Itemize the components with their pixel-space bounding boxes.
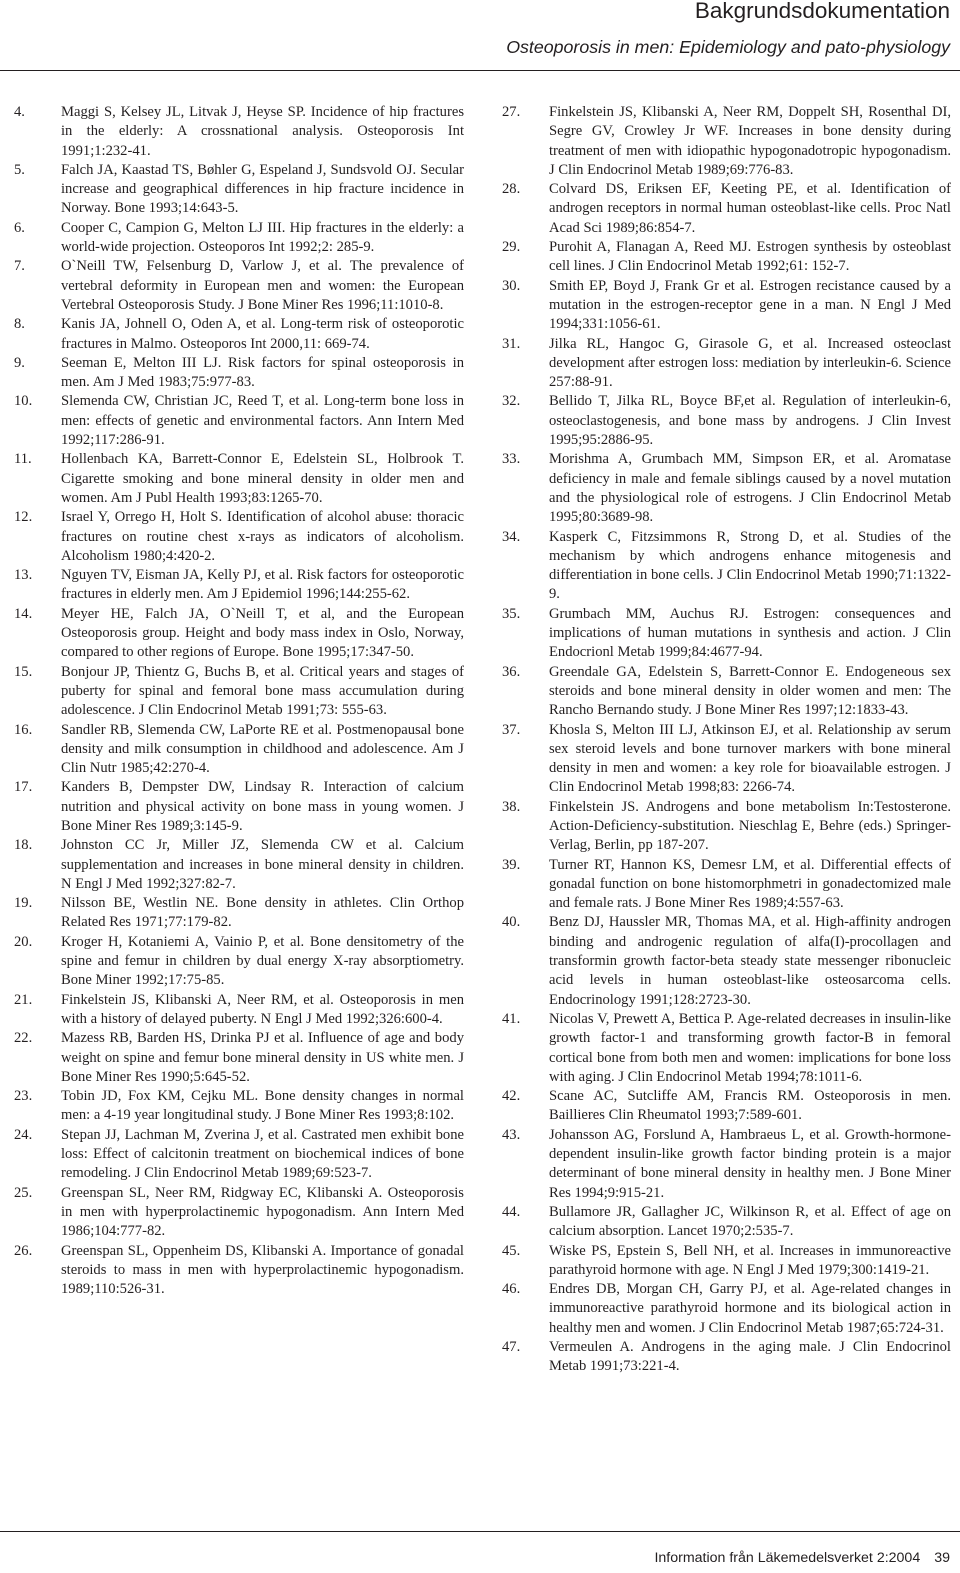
page-number: 39 [934,1550,950,1566]
reference-item [14,508,464,566]
reference-number: 25. [14,1184,33,1201]
reference-text: Nilsson BE, Westlin NE. Bone density in athletes. Clin Orthop Related Res 1971;77:179-82. [61,895,464,931]
reference-number: 30. [502,277,521,294]
reference-text: Greenspan SL, Oppenheim DS, Klibanski A. Importance of gonadal steroids to mass in men with hyperprolactinemic hypogonadism. 1989;110:526-31. [61,1242,464,1298]
reference-text: Stepan JJ, Lachman M, Zverina J, et al. Castrated men exhibit bone loss: Effect of calcitonin treatment on biochemical indices of bone remodeling. J Clin Endocrinol Metab 1989;69:523-7. [61,1126,464,1182]
reference-item [14,991,464,1030]
reference-text: Vermeulen A. Androgens in the aging male. J Clin Endocrinol Metab 1991;73:221-4. [549,1339,951,1375]
reference-text: Greendale GA, Edelstein S, Barrett-Connor E. Endogeneous sex steroids and bone mineral density in older women and men: The Rancho Bernando study. J Bone Miner Res 1997;12:1833-43. [549,663,951,719]
reference-text: Smith EP, Boyd J, Frank Gr et al. Estrogen recistance caused by a mutation in the estrogen-receptor gene in a man. N Engl J Med 1994;331:1056-61. [549,277,951,333]
reference-text: Bullamore JR, Gallagher JC, Wilkinson R, et al. Effect of age on calcium absorption. Lancet 1970;2:535-7. [549,1203,951,1240]
reference-item [14,1029,464,1087]
footer [654,1550,950,1566]
reference-number: 13. [14,567,33,584]
reference-item [14,103,464,161]
reference-text: Slemenda CW, Christian JC, Reed T, et al. Long-term bone loss in men: effects of genetic and environmental factors. Ann Intern Med 1992;117:286-91. [61,393,464,449]
reference-text: Kasperk C, Fitzsimmons R, Strong D, et al. Studies of the mechanism by which androgens enhance mitogenesis and differentiation in bone cells. J Clin Endocrinol Metab 1990;71:1322-9. [549,528,951,603]
reference-item [14,354,464,393]
reference-item [502,1338,951,1377]
reference-item [502,277,951,335]
reference-text: Seeman E, Melton III LJ. Risk factors for spinal osteoporosis in men. Am J Med 1983;75:977-83. [61,354,464,391]
reference-text: O`Neill TW, Felsenburg D, Varlow J, et al. The prevalence of vertebral deformity in European men and women: the European Vertebral Osteoporosis Study. J Bone Miner Res 1996;11:1010-8. [61,258,464,313]
reference-text: Sandler RB, Slemenda CW, LaPorte RE et al. Postmenopausal bone density and milk consumption in childhood and adolescence. Am J Clin Nutr 1985;42:270-4. [61,721,464,777]
reference-number: 44. [502,1203,521,1220]
reference-item [502,103,951,180]
reference-number: 41. [502,1010,521,1027]
reference-text: Cooper C, Campion G, Melton LJ III. Hip fractures in the elderly: a world-wide projection. Osteoporos Int 1992;2: 285-9. [61,219,464,256]
reference-item [14,1242,464,1300]
reference-text: Nicolas V, Prewett A, Bettica P. Age-related decreases in insulin-like growth factor-1 and transforming growth factor-B in femoral cortical bone from both men and women: implications for bone loss with aging. J Clin Endocrinol Metab 1994;78:1011-6. [549,1010,951,1085]
reference-number: 31. [502,335,521,352]
reference-text: Johansson AG, Forslund A, Hambraeus L, et al. Growth-hormone-dependent insulin-like growth factor binding protein is a major determinant of bone mineral density in healthy men. J Bone Miner Res 1994;9:915-21. [549,1126,951,1201]
reference-text: Hollenbach KA, Barrett-Connor E, Edelstein SL, Holbrook T. Cigarette smoking and bone mineral density in older men and women. Am J Publ Health 1993;83:1265-70. [61,451,464,506]
header-title: Bakgrundsdokumentation [694,0,950,23]
reference-item [14,1126,464,1184]
reference-text: Finkelstein JS, Klibanski A, Neer RM, et al. Osteoporosis in men with a history of delayed puberty. N Engl J Med 1992;326:600-4. [61,991,464,1027]
reference-number: 4. [14,104,25,120]
reference-number: 26. [14,1242,33,1259]
reference-number: 7. [14,258,25,275]
reference-text: Scane AC, Sutcliffe AM, Francis RM. Osteoporosis in men. Baillieres Clin Rheumatol 1993;7:589-601. [549,1088,951,1124]
reference-text: Colvard DS, Eriksen EF, Keeting PE, et al. Identification of androgen receptors in normal human osteoblast-like cells. Proc Natl Acad Sci 1989;86:854-7. [549,181,951,236]
reference-item [14,721,464,779]
reference-item [502,180,951,238]
reference-text: Mazess RB, Barden HS, Drinka PJ et al. Influence of age and body weight on spine and femur bone mineral density in US white men. J Bone Miner Res 1990;5:645-52. [61,1030,464,1085]
reference-number: 33. [502,451,521,468]
reference-number: 45. [502,1242,521,1259]
reference-number: 32. [502,393,521,410]
reference-text: Benz DJ, Haussler MR, Thomas MA, et al. High-affinity androgen binding and androgenic regulation of alfa(I)-procollagen and transformin growth factor-beta steady state messenger ribonucleic acid levels in human osteoblast-like osteosarcoma cells. Endocrinology 1991;128:2723-30. [549,914,951,1008]
reference-number: 19. [14,895,33,912]
reference-text: Wiske PS, Epstein S, Bell NH, et al. Increases in immunoreactive parathyroid hormone with age. N Engl J Med 1979;300:1419-21. [549,1242,951,1278]
reference-text: Endres DB, Morgan CH, Garry PJ, et al. Age-related changes in immunoreactive parathyroid hormone and its biological action in healthy men and women. J Clin Endocrinol Metab 1987;65:724-31. [549,1281,951,1336]
reference-text: Morishma A, Grumbach MM, Simpson ER, et al. Aromatase deficiency in male and female siblings caused by a novel mutation and the physiological role of estrogens. J Clin Endocrinol Metab 1995;80:3689-98. [549,451,951,526]
reference-item [14,836,464,894]
reference-item [14,778,464,836]
reference-text: Kanis JA, Johnell O, Oden A, et al. Long-term risk of osteoporotic fractures in Malmo. Osteoporos Int 2000,11: 669-74. [61,316,464,352]
reference-number: 18. [14,837,33,854]
reference-item [502,450,951,527]
reference-number: 24. [14,1126,33,1143]
reference-number: 6. [14,219,25,236]
reference-text: Kroger H, Kotaniemi A, Vainio P, et al. Bone densitometry of the spine and femur in children by dual energy X-ray absorptiometry. Bone Miner 1992;17:75-85. [61,933,464,989]
reference-number: 15. [14,663,33,680]
reference-column-right [502,103,951,1377]
reference-number: 47. [502,1339,521,1355]
reference-item [14,933,464,991]
reference-text: Purohit A, Flanagan A, Reed MJ. Estrogen synthesis by osteoblast cell lines. J Clin Endocrinol Metab 1992;61: 152-7. [549,239,951,275]
reference-text: Bonjour JP, Thientz G, Buchs B, et al. Critical years and stages of puberty for spinal and femoral bone mass accumulation during adolescence. J Clin Endocrinol Metab 1991;73: 555-63. [61,663,464,719]
reference-number: 17. [14,779,33,796]
reference-column-left [14,103,464,1299]
reference-text: Maggi S, Kelsey JL, Litvak J, Heyse SP. Incidence of hip fractures in the elderly: A crossnational analysis. Osteoporosis Int 1991;1:232-41. [61,104,464,159]
reference-text: Finkelstein JS. Androgens and bone metabolism In:Testosterone. Action-Deficiency-substitution. Nieschlag E, Behre (eds.) Springer-Verlag, Berlin, pp 187-207. [549,798,951,854]
reference-number: 14. [14,605,33,622]
reference-number: 23. [14,1088,33,1105]
reference-text: Bellido T, Jilka RL, Boyce BF,et al. Regulation of interleukin-6, osteoclastogenesis, and bone mass by androgens. J Clin Invest 1995;95:2886-95. [549,393,951,449]
reference-item [14,450,464,508]
reference-item [502,1280,951,1338]
reference-item [502,528,951,605]
reference-text: Greenspan SL, Neer RM, Ridgway EC, Klibanski A. Osteoporosis in men with hyperprolactinemic hypogonadism. Ann Intern Med 1986;104:777-82. [61,1184,464,1240]
reference-number: 16. [14,721,33,738]
reference-item [502,335,951,393]
reference-text: Israel Y, Orrego H, Holt S. Identification of alcohol abuse: thoracic fractures on routine chest x-rays as indicators of alcoholism. Alcoholism 1980;4:420-2. [61,509,464,564]
reference-number: 35. [502,605,521,622]
reference-item [502,663,951,721]
reference-text: Falch JA, Kaastad TS, Bøhler G, Espeland J, Sundsvold OJ. Secular increase and geographical differences in hip fracture incidence in Norway. Bone 1993;14:643-5. [61,161,464,217]
reference-item [502,913,951,1009]
reference-number: 12. [14,509,33,526]
footer-publication: Information från Läkemedelsverket 2:2004 [654,1550,921,1566]
reference-text: Kanders B, Dempster DW, Lindsay R. Interaction of calcium nutrition and physical activity on bone mass in young women. J Bone Miner Res 1989;3:145-9. [61,779,464,834]
reference-item [502,721,951,798]
reference-number: 10. [14,393,33,410]
reference-item [14,257,464,315]
header-divider [0,70,960,71]
reference-text: Finkelstein JS, Klibanski A, Neer RM, Doppelt SH, Rosenthal DI, Segre GV, Crowley Jr WF. Increases in bone density during treatment of men with idiopathic hypogonadotropic hypogonadism. J Clin Endocrinol Metab 1989;69:776-83. [549,104,951,178]
reference-text: Khosla S, Melton III LJ, Atkinson EJ, et al. Relationship av serum sex steroid levels and bone turnover markers with bone mineral density in men and women: a key role for bioavailable estrogen. J Clin Endocrinol Metab 1998;83: 2266-74. [549,721,951,796]
reference-item [502,1242,951,1281]
reference-number: 29. [502,239,521,256]
reference-number: 21. [14,991,33,1008]
reference-number: 28. [502,181,521,198]
reference-item [14,663,464,721]
reference-number: 27. [502,104,521,120]
reference-item [502,798,951,856]
reference-text: Grumbach MM, Auchus RJ. Estrogen: consequences and implications of human mutations in synthesis and action. J Clin Endocrionl Metab 1999;84:4677-94. [549,605,951,661]
reference-number: 38. [502,798,521,815]
reference-item [14,1087,464,1126]
reference-number: 11. [14,451,32,468]
reference-item [14,392,464,450]
reference-number: 8. [14,316,25,333]
reference-number: 46. [502,1281,521,1298]
reference-text: Tobin JD, Fox KM, Cejku ML. Bone density changes in normal men: a 4-19 year longitudinal study. J Bone Miner Res 1993;8:102. [61,1088,464,1124]
reference-item [502,605,951,663]
footer-divider [0,1531,960,1532]
reference-number: 20. [14,933,33,950]
reference-text: Johnston CC Jr, Miller JZ, Slemenda CW et al. Calcium supplementation and increases in bone mineral density in children. N Engl J Med 1992;327:82-7. [61,837,464,892]
reference-item [502,1126,951,1203]
reference-number: 42. [502,1088,521,1105]
reference-number: 43. [502,1126,521,1143]
reference-number: 5. [14,161,25,178]
reference-item [502,1010,951,1087]
reference-item [502,1203,951,1242]
header-subtitle: Osteoporosis in men: Epidemiology and pato-physiology [506,37,950,57]
reference-item [502,238,951,277]
reference-number: 37. [502,721,521,738]
reference-number: 34. [502,528,521,545]
reference-number: 22. [14,1030,33,1047]
reference-number: 36. [502,663,521,680]
reference-item [14,315,464,354]
reference-item [502,856,951,914]
reference-text: Nguyen TV, Eisman JA, Kelly PJ, et al. Risk factors for osteoporotic fractures in elderly men. Am J Epidemiol 1996;144:255-62. [61,567,464,603]
reference-item [14,566,464,605]
reference-item [14,161,464,219]
reference-number: 40. [502,914,521,931]
reference-text: Jilka RL, Hangoc G, Girasole G, et al. Increased osteoclast development after estrogen loss: mediation by interleukin-6. Science 257:88-91. [549,335,951,391]
reference-text: Turner RT, Hannon KS, Demesr LM, et al. Differential effects of gonadal function on bone histomorphmetri in gonadectomized male and female rats. J Bone Miner Res 1989;4:557-63. [549,856,951,912]
reference-text: Meyer HE, Falch JA, O`Neill T, et al, and the European Osteoporosis group. Height and body mass index in Oslo, Norway, compared to other regions of Europe. Bone 1995;17:347-50. [61,605,464,661]
reference-item [502,392,951,450]
reference-item [14,894,464,933]
reference-item [14,1184,464,1242]
reference-item [14,219,464,258]
reference-item [502,1087,951,1126]
reference-number: 9. [14,354,25,371]
reference-number: 39. [502,856,521,873]
reference-item [14,605,464,663]
